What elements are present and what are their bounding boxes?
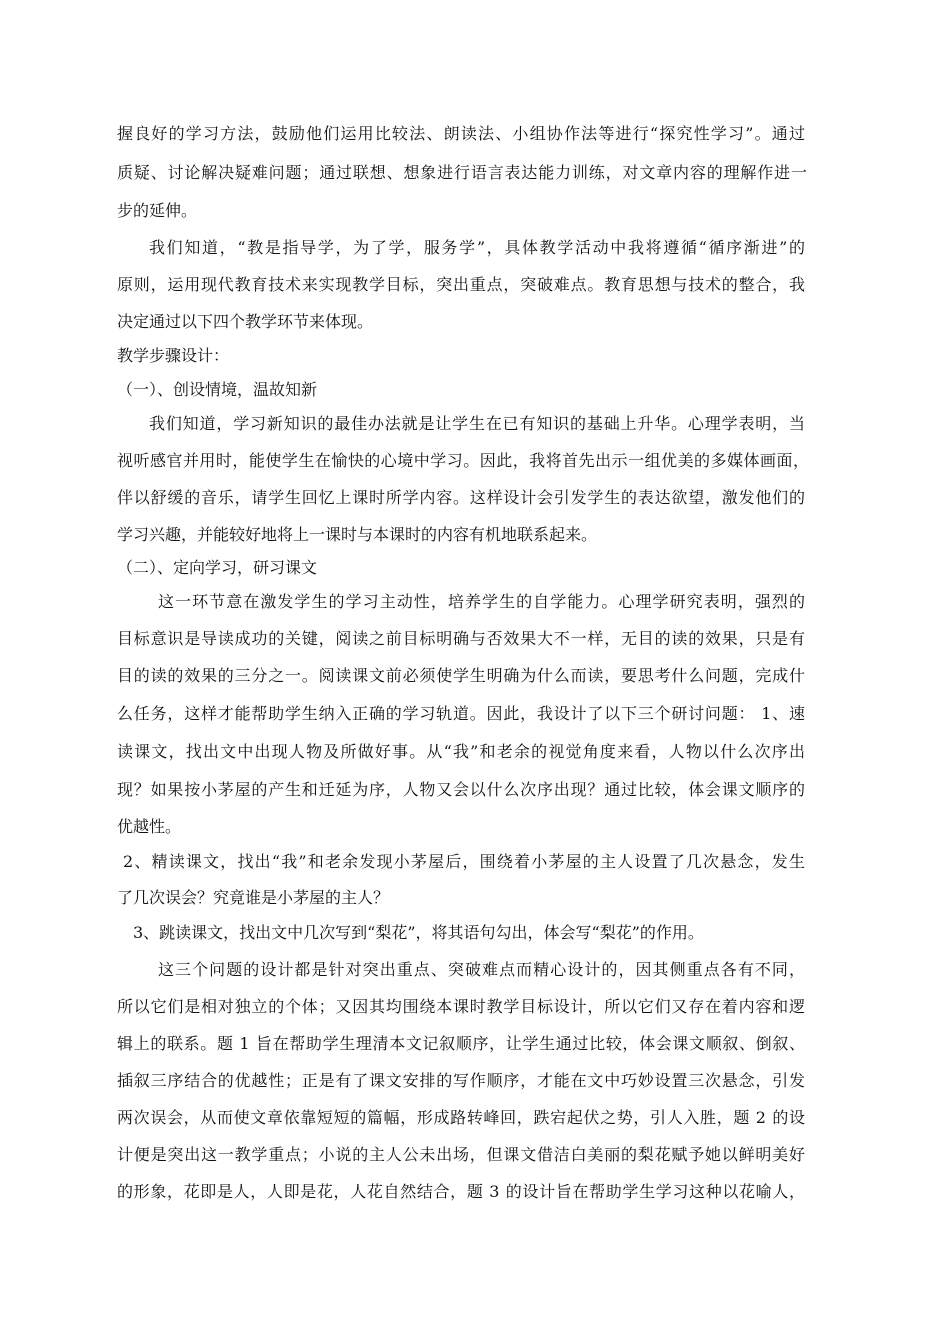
text-line: 握良好的学习方法，鼓励他们运用比较法、朗读法、小组协作法等进行“探究性学习”。通过 [117,124,807,143]
text-line: 优越性。 [117,817,182,836]
list-item: 3、跳读课文，找出文中几次写到“梨花”，将其语句勾出，体会写“梨花”的作用。 [133,923,704,942]
text-line: 学习兴趣，并能较好地将上一课时与本课时的内容有机地联系起来。 [117,525,598,544]
text-line: 计便是突出这一教学重点；小说的主人公未出场，但课文借洁白美丽的梨花赋予她以鲜明美好 [117,1145,806,1164]
text-line: 质疑、讨论解决疑难问题；通过联想、想象进行语言表达能力训练，对文章内容的理解作进一 [117,163,808,182]
text-line: 两次误会，从而使文章依靠短短的篇幅，形成路转峰回，跌宕起伏之势，引人入胜，题 2 的设 [117,1108,806,1127]
text-line: 现？如果按小茅屋的产生和迁延为序，人物又会以什么次序出现？通过比较，体会课文顺序的 [117,780,806,799]
text-line: 我们知道，“教是指导学，为了学，服务学”，具体教学活动中我将遵循“循序渐进”的 [149,238,807,257]
text-line: 伴以舒缓的音乐，请学生回忆上课时所学内容。这样设计会引发学生的表达欲望，激发他们的 [117,488,806,507]
text-line: 目标意识是导读成功的关键，阅读之前目标明确与否效果大不一样，无目的读的效果，只是有 [117,629,806,648]
text-line: 了几次误会？究竟谁是小茅屋的主人？ [117,888,390,907]
text-line: 插叙三序结合的优越性；正是有了课文安排的写作顺序，才能在文中巧妙设置三次悬念，引发 [117,1071,806,1090]
text-line: 目的读的效果的三分之一。阅读课文前必须使学生明确为什么而读，要思考什么问题，完成什 [117,666,806,685]
text-line: 读课文，找出文中出现人物及所做好事。从“我”和老余的视觉角度来看，人物以什么次序出 [117,742,807,761]
text-line: 辑上的联系。题 1 旨在帮助学生理清本文记叙顺序，让学生通过比较，体会课文顺叙、倒叙、 [117,1034,806,1053]
section-heading: 教学步骤设计： [117,346,230,365]
text-line: 么任务，这样才能帮助学生纳入正确的学习轨道。因此，我设计了以下三个研讨问题： 1、速 [117,704,806,723]
text-line: 视听感官并用时，能使学生在愉快的心境中学习。因此，我将首先出示一组优美的多媒体画面， [117,451,810,470]
text-line: 的形象，花即是人，人即是花，人花自然结合，题 3 的设计旨在帮助学生学习这种以花喻人， [117,1182,806,1201]
text-line: 这三个问题的设计都是针对突出重点、突破难点而精心设计的，因其侧重点各有不同， [158,960,807,979]
section-heading: （二）、定向学习，研习课文 [117,558,318,577]
text-line: 我们知道，学习新知识的最佳办法就是让学生在已有知识的基础上升华。心理学表明，当 [149,414,806,433]
text-line: 原则，运用现代教育技术来实现教学目标，突出重点，突破难点。教育思想与技术的整合，我 [117,275,806,294]
text-line: 所以它们是相对独立的个体；又因其均围绕本课时教学目标设计，所以它们又存在着内容和逻 [117,997,806,1016]
text-line: 这一环节意在激发学生的学习主动性，培养学生的自学能力。心理学研究表明，强烈的 [158,592,807,611]
list-item: 2、精读课文，找出“我”和老余发现小茅屋后，围绕着小茅屋的主人设置了几次悬念，发生 [123,852,807,871]
text-line: 决定通过以下四个教学环节来体现。 [117,312,374,331]
text-line: 步的延伸。 [117,201,198,220]
section-heading: （一）、创设情境，温故知新 [117,380,318,399]
